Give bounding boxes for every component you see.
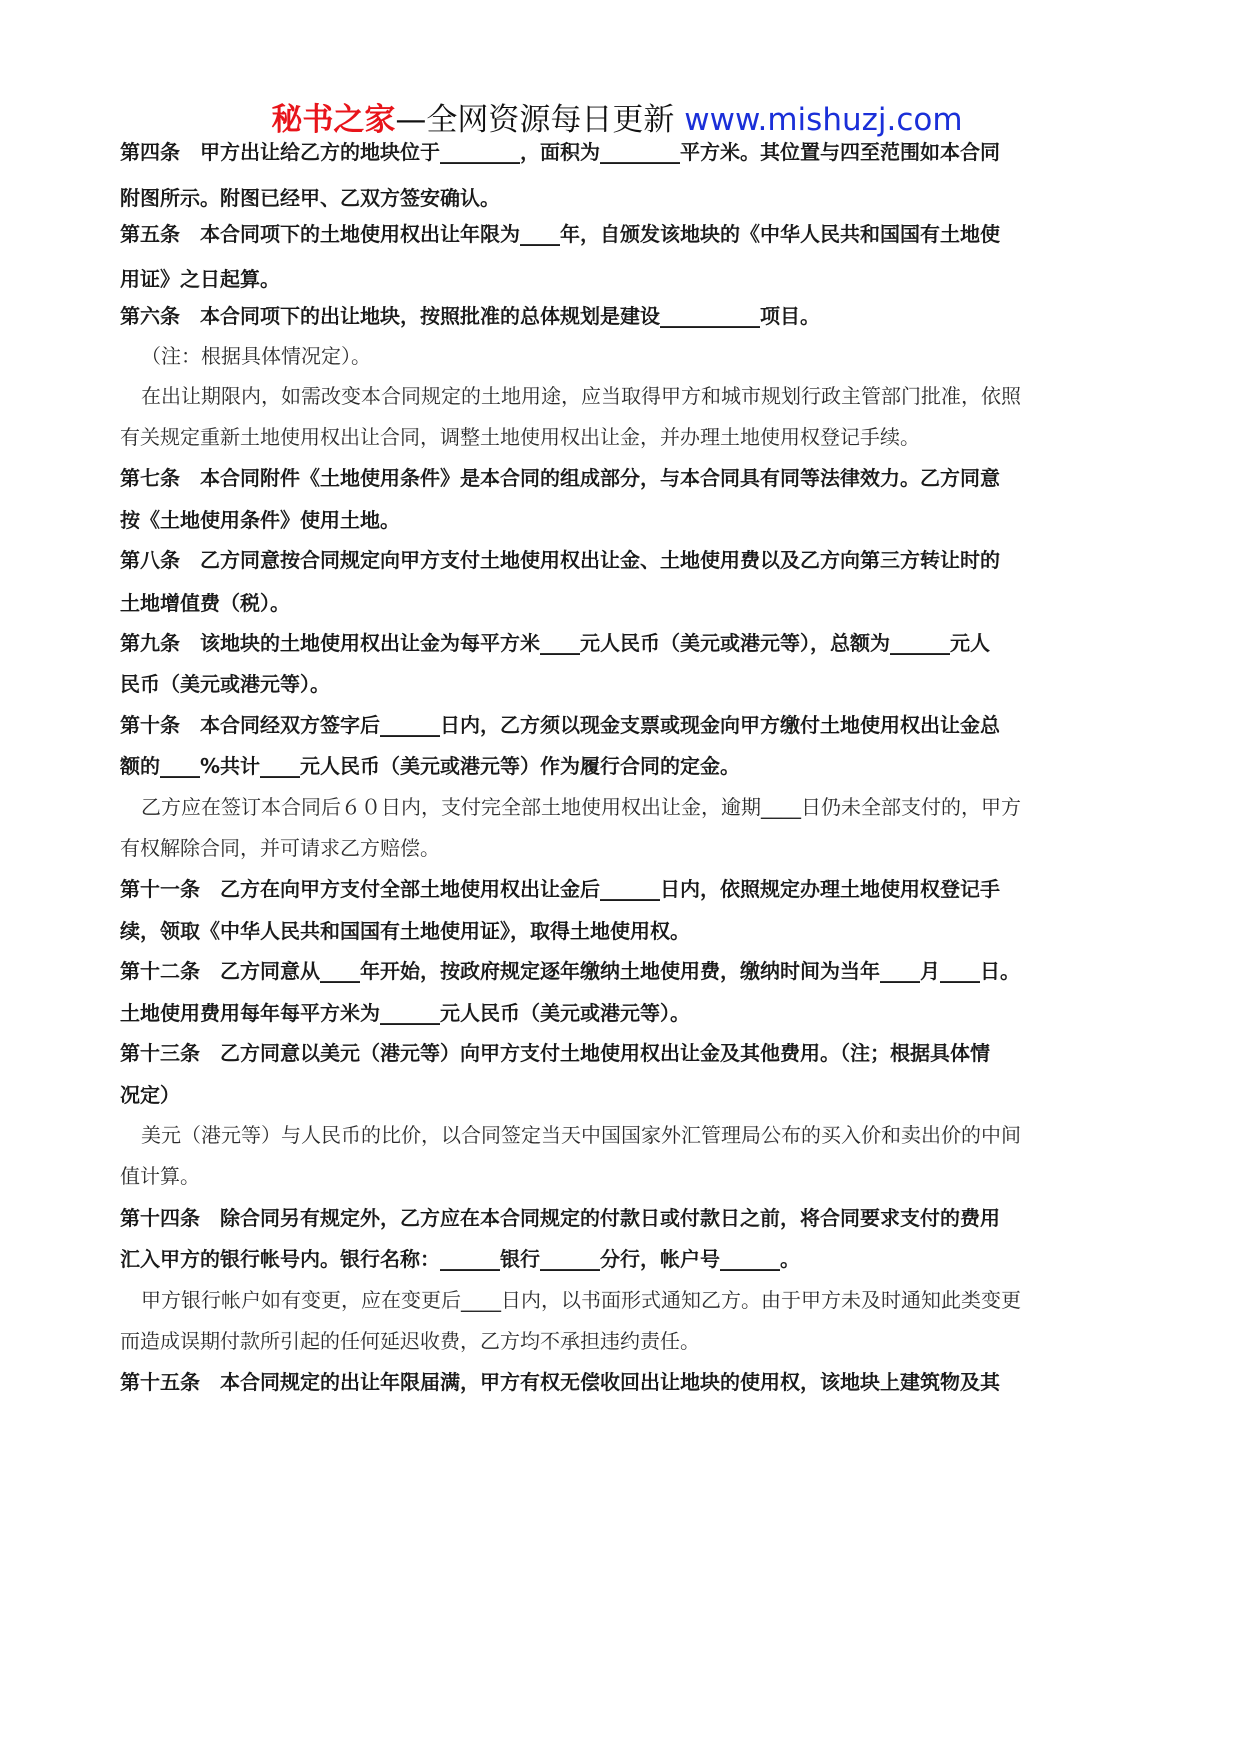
article-12-line-2: 土地使用费用每年每平方米为______元人民币（美元或港元等）。 xyxy=(120,1001,690,1025)
article-13-line-1: 第十三条 乙方同意以美元（港元等）向甲方支付土地使用权出让金及其他费用。（注；根据具体情 xyxy=(120,1041,990,1065)
article-6-para-line-2: 有关规定重新土地使用权出让合同，调整土地使用权出让金，并办理土地使用权登记手续。 xyxy=(120,425,920,449)
article-6-para-line-1: 在出让期限内，如需改变本合同规定的土地用途，应当取得甲方和城市规划行政主管部门批准，依照 xyxy=(141,384,1021,408)
article-10-para-line-2: 有权解除合同，并可请求乙方赔偿。 xyxy=(120,836,440,860)
article-7-line-2: 按《土地使用条件》使用土地。 xyxy=(120,508,400,532)
article-6-note: （注：根据具体情况定）。 xyxy=(141,344,371,368)
header-slogan: —全网资源每日更新 xyxy=(395,102,675,138)
article-10-line-2: 额的____%共计____元人民币（美元或港元等）作为履行合同的定金。 xyxy=(120,754,741,778)
article-14-line-1: 第十四条 除合同另有规定外，乙方应在本合同规定的付款日或付款日之前，将合同要求支付的费用 xyxy=(120,1206,1000,1230)
article-15-line-1: 第十五条 本合同规定的出让年限届满，甲方有权无偿收回出让地块的使用权，该地块上建筑物及其 xyxy=(120,1370,1000,1394)
article-13-line-2: 况定） xyxy=(120,1083,180,1107)
article-14-para-line-1: 甲方银行帐户如有变更，应在变更后____日内，以书面形式通知乙方。由于甲方未及时通知此类变更 xyxy=(141,1288,1021,1312)
article-11-line-1: 第十一条 乙方在向甲方支付全部土地使用权出让金后______日内，依照规定办理土地使用权登记手 xyxy=(120,877,1000,901)
article-6-line-1: 第六条 本合同项下的出让地块，按照批准的总体规划是建设__________项目。 xyxy=(120,304,820,328)
header-brand: 秘书之家 xyxy=(271,102,396,138)
article-14-para-line-2: 而造成误期付款所引起的任何延迟收费，乙方均不承担违约责任。 xyxy=(120,1329,700,1353)
article-11-line-2: 续，领取《中华人民共和国国有土地使用证》，取得土地使用权。 xyxy=(120,919,690,943)
article-14-line-2: 汇入甲方的银行帐号内。银行名称：______银行______分行，帐户号______。 xyxy=(120,1247,800,1271)
article-9-line-2: 民币（美元或港元等）。 xyxy=(120,672,330,696)
article-8-line-1: 第八条 乙方同意按合同规定向甲方支付土地使用权出让金、土地使用费以及乙方向第三方转让时的 xyxy=(120,548,1000,572)
article-13-para-line-1: 美元（港元等）与人民币的比价，以合同签定当天中国国家外汇管理局公布的买入价和卖出价的中间 xyxy=(141,1123,1021,1147)
article-10-para-line-1: 乙方应在签订本合同后６０日内，支付完全部土地使用权出让金，逾期____日仍未全部支付的，甲方 xyxy=(141,795,1021,819)
article-9-line-1: 第九条 该地块的土地使用权出让金为每平方米____元人民币（美元或港元等），总额为______元人 xyxy=(120,631,990,655)
article-8-line-2: 土地增值费（税）。 xyxy=(120,591,290,615)
article-4-line-1: 第四条 甲方出让给乙方的地块位于________，面积为________平方米。其位置与四至范围如本合同 xyxy=(120,140,1000,164)
article-13-para-line-2: 值计算。 xyxy=(120,1164,200,1188)
article-10-line-1: 第十条 本合同经双方签字后______日内，乙方须以现金支票或现金向甲方缴付土地使用权出让金总 xyxy=(120,713,1000,737)
article-4-line-2: 附图所示。附图已经甲、乙双方签安确认。 xyxy=(120,186,500,210)
article-12-line-1: 第十二条 乙方同意从____年开始，按政府规定逐年缴纳土地使用费，缴纳时间为当年____月____日。 xyxy=(120,959,1020,983)
article-5-line-2: 用证》之日起算。 xyxy=(120,267,280,291)
article-5-line-1: 第五条 本合同项下的土地使用权出让年限为____年，自颁发该地块的《中华人民共和国国有土地使 xyxy=(120,222,1000,246)
article-7-line-1: 第七条 本合同附件《土地使用条件》是本合同的组成部分，与本合同具有同等法律效力。乙方同意 xyxy=(120,466,1000,490)
header-url-link[interactable]: www.mishuzj.com xyxy=(684,102,963,138)
site-header xyxy=(0,100,1234,140)
